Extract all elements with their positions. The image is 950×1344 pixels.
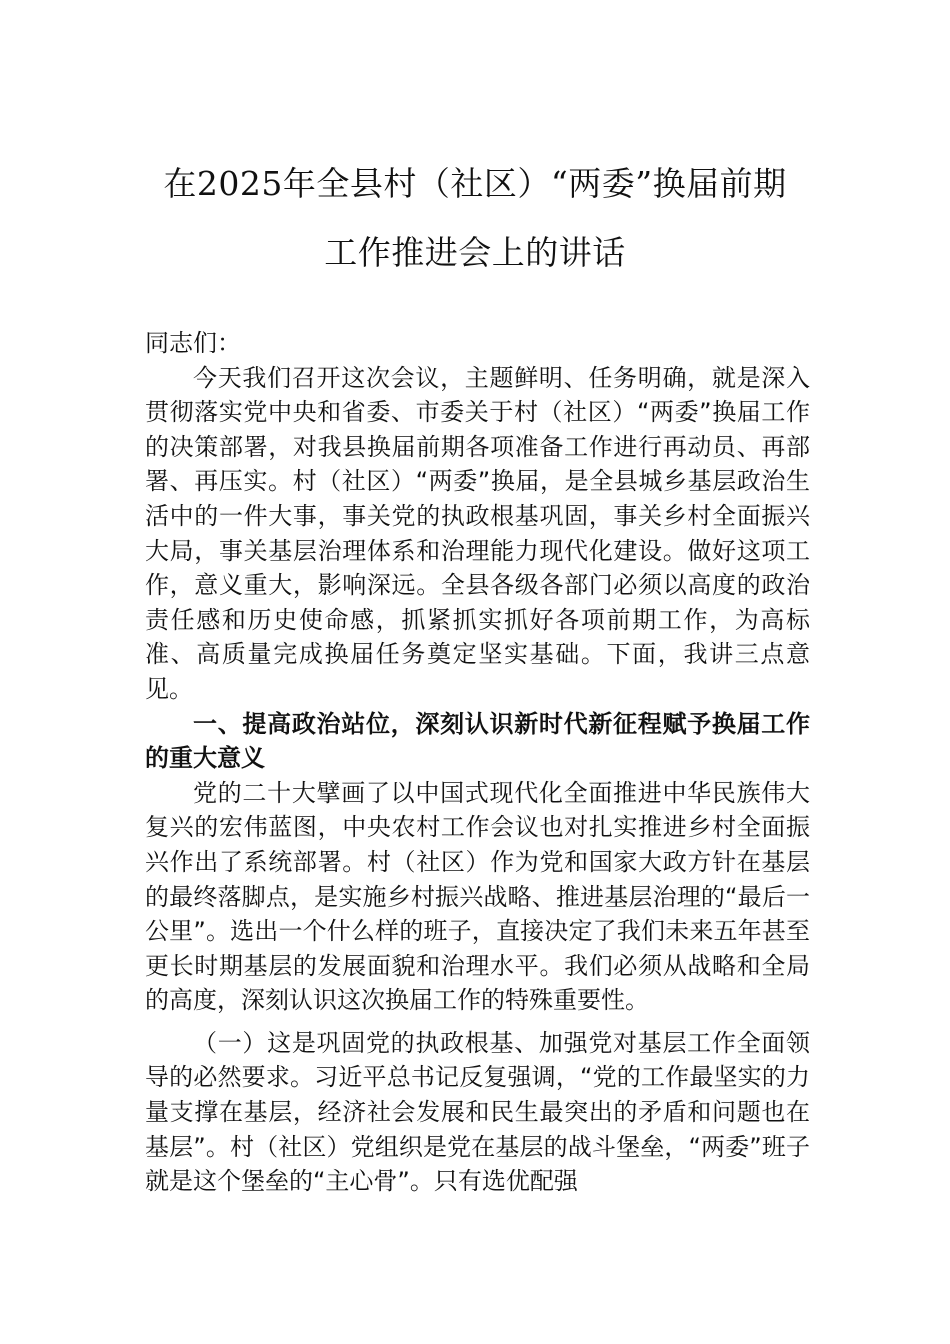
title-line-2: 工作推进会上的讲话 bbox=[324, 233, 626, 272]
section-heading-1: 一、提高政治站位，深刻认识新时代新征程赋予换届工作的重大意义 bbox=[145, 709, 810, 773]
paragraph-subsection-1: （一）这是巩固党的执政根基、加强党对基层工作全面领导的必然要求。习近平总书记反复强调，“党的工作最坚实的力量支撑在基层，经济社会发展和民生最突出的矛盾和问题也在基层”。村（社区）党组织是党在基层的战斗堡垒，“两委”班子就是这个堡垒的“主心骨”。只有选优配强 bbox=[145, 1028, 810, 1196]
paragraph-intro: 今天我们召开这次会议，主题鲜明、任务明确，就是深入贯彻落实党中央和省委、市委关于村（社区）“两委”换届工作的决策部署，对我县换届前期各项准备工作进行再动员、再部署、再压实。村（社区）“两委”换届，是全县城乡基层政治生活中的一件大事，事关党的执政根基巩固，事关乡村全面振兴大局，事关基层治理体系和治理能力现代化建设。做好这项工作，意义重大，影响深远。全县各级各部门必须以高度的政治责任感和历史使命感，抓紧抓实抓好各项前期工作，为高标准、高质量完成换届任务奠定坚实基础。下面，我讲三点意见。 bbox=[145, 363, 810, 703]
salutation: 同志们： bbox=[145, 329, 241, 357]
paragraph-section-1: 党的二十大擘画了以中国式现代化全面推进中华民族伟大复兴的宏伟蓝图，中央农村工作会议也对扎实推进乡村全面振兴作出了系统部署。村（社区）作为党和国家大政方针在基层的最终落脚点，是实施乡村振兴战略、推进基层治理的“最后一公里”。选出一个什么样的班子，直接决定了我们未来五年甚至更长时期基层的发展面貌和治理水平。我们必须从战略和全局的高度，深刻认识这次换届工作的特殊重要性。 bbox=[145, 778, 810, 1015]
title-line-1: 在2025年全县村（社区）“两委”换届前期 bbox=[163, 164, 787, 203]
document-title bbox=[120, 162, 830, 274]
document-body bbox=[145, 326, 810, 1199]
